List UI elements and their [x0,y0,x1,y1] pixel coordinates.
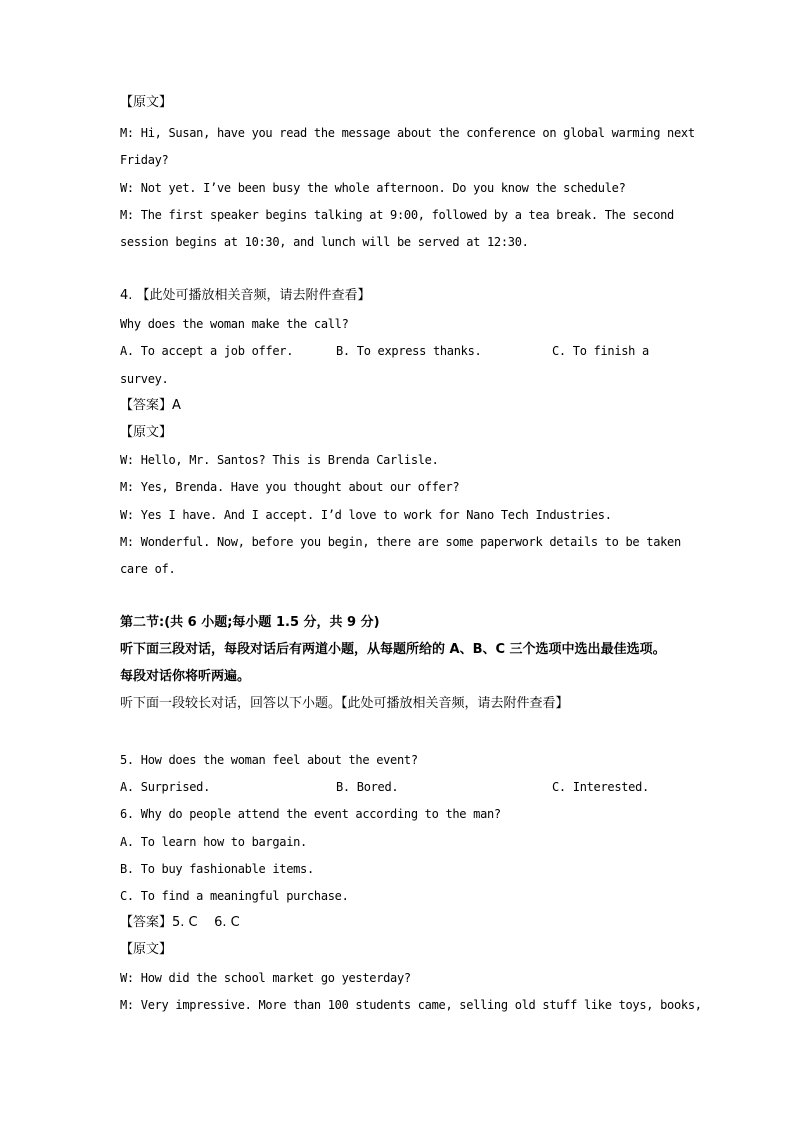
section-2-title: 第二节:(共 6 小题;每小题 1.5 分，共 9 分) [120,615,380,630]
q6-option-a: A. To learn how to bargain. [120,835,307,849]
transcript-line: W: Not yet. I’ve been busy the whole afternoon. Do you know the schedule? [120,181,626,195]
q5-6-answer: 【答案】5. C 6. C [120,915,240,930]
q4-answer: 【答案】A [120,398,181,413]
transcript-line: M: Very impressive. More than 100 students came, selling old stuff like toys, books, [120,998,702,1012]
transcript-line: M: The first speaker begins talking at 9:00, followed by a tea break. The second [120,208,674,222]
transcript-line: M: Wonderful. Now, before you begin, there are some paperwork details to be taken [120,535,681,549]
section-2-instructions: 每段对话你将听两遍。 [120,669,251,684]
q6-option-c: C. To find a meaningful purchase. [120,889,349,903]
q4-option-a: A. To accept a job offer. [120,344,294,358]
transcript-line: W: Yes I have. And I accept. I’d love to work for Nano Tech Industries. [120,508,612,522]
transcript-line: M: Yes, Brenda. Have you thought about our offer? [120,480,460,494]
transcript-line: W: Hello, Mr. Santos? This is Brenda Carlisle. [120,453,439,467]
transcript-line: care of. [120,562,176,576]
transcript-heading: 【原文】 [120,95,173,110]
q4-option-b: B. To express thanks. [336,344,482,358]
q4-option-c: C. To finish a [552,344,649,358]
q6-option-b: B. To buy fashionable items. [120,862,314,876]
q4-option-c-continued: survey. [120,372,169,386]
transcript-line: W: How did the school market go yesterday? [120,971,411,985]
question-4-title: 4. 【此处可播放相关音频，请去附件查看】 [120,288,371,303]
q5-option-c: C. Interested. [552,780,649,794]
section-2-instructions: 听下面三段对话，每段对话后有两道小题，从每题所给的 A、B、C 三个选项中选出最佳选项。 [120,642,666,657]
transcript-line: Friday? [120,153,169,167]
transcript-heading: 【原文】 [120,942,173,957]
question-5-text: 5. How does the woman feel about the event? [120,753,418,767]
section-2-intro: 听下面一段较长对话，回答以下小题。【此处可播放相关音频，请去附件查看】 [120,696,569,711]
transcript-heading: 【原文】 [120,425,173,440]
transcript-line: M: Hi, Susan, have you read the message about the conference on global warming next [120,126,695,140]
q5-option-a: A. Surprised. [120,780,211,794]
q5-option-b: B. Bored. [336,780,399,794]
question-6-text: 6. Why do people attend the event according to the man? [120,807,501,821]
transcript-line: session begins at 10:30, and lunch will be served at 12:30. [120,235,529,249]
question-4-text: Why does the woman make the call? [120,317,349,331]
